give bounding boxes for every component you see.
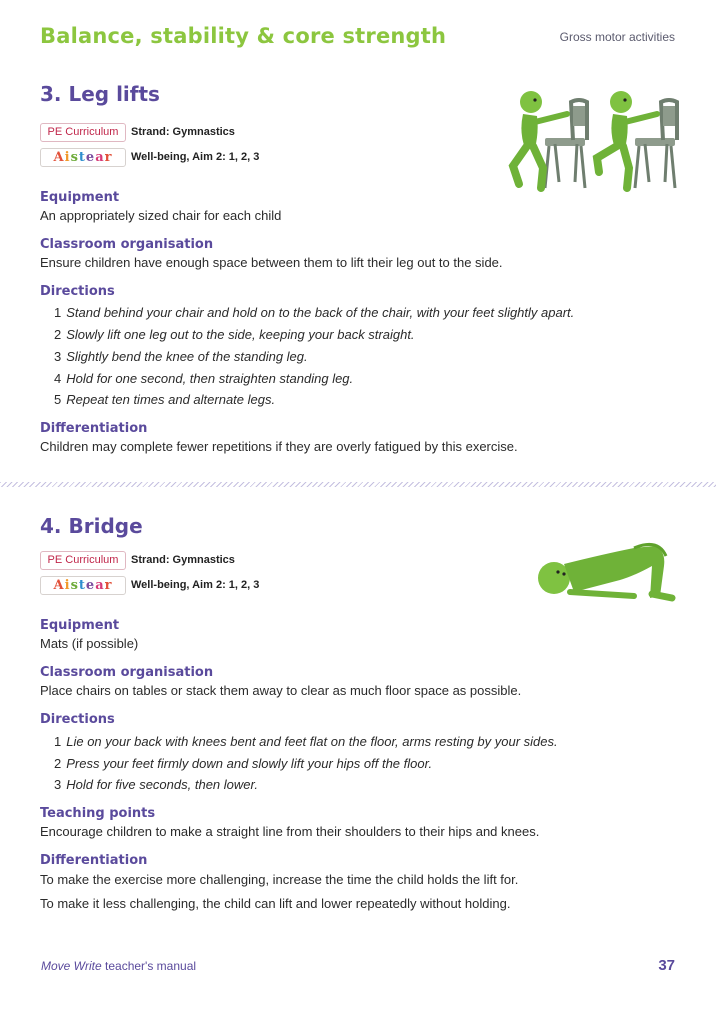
bridge-illustration (534, 536, 680, 606)
teaching-points-heading: Teaching points (40, 806, 156, 821)
differentiation-heading: Differentiation (40, 421, 148, 436)
page-number: 37 (658, 957, 675, 974)
equipment-text: Mats (if possible) (40, 636, 139, 651)
child-figure-icon (538, 544, 672, 598)
organisation-text: Place chairs on tables or stack them away to clear as much floor space as possible. (40, 683, 522, 698)
aistear-aim: Well-being, Aim 2: 1, 2, 3 (131, 579, 260, 591)
pe-strand: Strand: Gymnastics (131, 554, 235, 566)
organisation-text: Ensure children have enough space between them to lift their leg out to the side. (40, 255, 503, 270)
footer-manual-title: Move Write teacher's manual (41, 959, 197, 973)
direction-step: 3 Hold for five seconds, then lower. (54, 777, 258, 792)
aistear-aim: Well-being, Aim 2: 1, 2, 3 (131, 151, 260, 163)
aistear-badge: Aistear (40, 576, 126, 595)
equipment-text: An appropriately sized chair for each child (40, 208, 282, 223)
direction-step: 4 Hold for one second, then straighten standing leg. (54, 371, 354, 386)
differentiation-text: Children may complete fewer repetitions if they are overly fatigued by this exercise. (40, 439, 518, 454)
direction-step: 1 Lie on your back with knees bent and feet flat on the floor, arms resting by your sides. (54, 734, 558, 749)
differentiation-text: To make the exercise more challenging, increase the time the child holds the lift for. (40, 872, 519, 887)
differentiation-text: To make it less challenging, the child can lift and lower repeatedly without holding. (40, 896, 511, 911)
organisation-heading: Classroom organisation (40, 665, 214, 680)
direction-step: 3 Slightly bend the knee of the standing leg. (54, 349, 308, 364)
leg-lifts-illustration (505, 88, 685, 192)
organisation-heading: Classroom organisation (40, 237, 214, 252)
running-head: Gross motor activities (559, 30, 675, 44)
pe-curriculum-badge: PE Curriculum (40, 551, 126, 570)
direction-step: 1 Stand behind your chair and hold on to the back of the chair, with your feet slightly apart. (54, 305, 575, 320)
directions-heading: Directions (40, 712, 115, 727)
direction-step: 2 Press your feet firmly down and slowly lift your hips off the floor. (54, 756, 433, 771)
equipment-heading: Equipment (40, 190, 120, 205)
aistear-badge: Aistear (40, 148, 126, 167)
section-divider (0, 482, 716, 487)
pe-curriculum-badge: PE Curriculum (40, 123, 126, 142)
differentiation-heading: Differentiation (40, 853, 148, 868)
direction-step: 2 Slowly lift one leg out to the side, keeping your back straight. (54, 327, 415, 342)
activity-title-leg-lifts: 3. Leg lifts (40, 82, 160, 106)
activity-title-bridge: 4. Bridge (40, 514, 143, 538)
section-title: Balance, stability & core strength (40, 24, 447, 48)
pe-strand: Strand: Gymnastics (131, 126, 235, 138)
equipment-heading: Equipment (40, 618, 120, 633)
direction-step: 5 Repeat ten times and alternate legs. (54, 392, 276, 407)
teaching-points-text: Encourage children to make a straight line from their shoulders to their hips and knees. (40, 824, 540, 839)
directions-heading: Directions (40, 284, 115, 299)
